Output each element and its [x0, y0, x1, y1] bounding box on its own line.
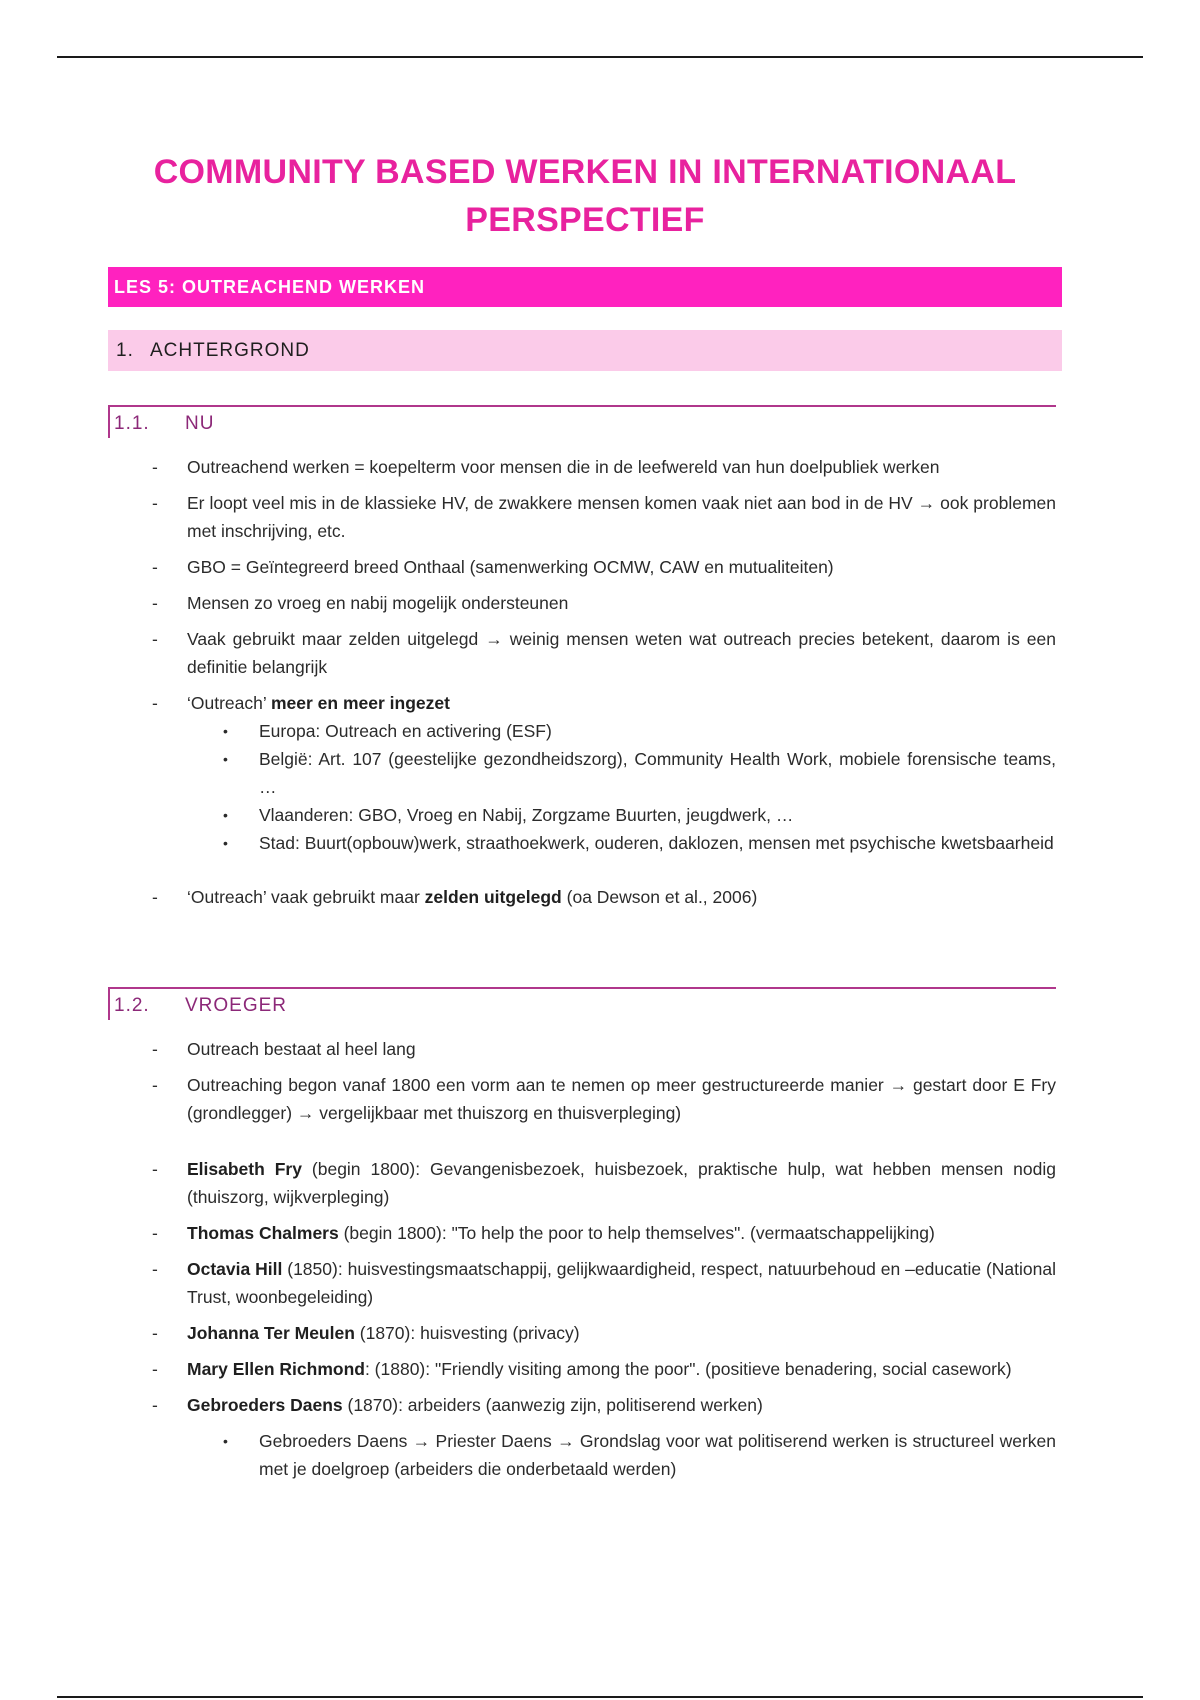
- sublist-item: • Stad: Buurt(opbouw)werk, straathoekwerk, ouderen, daklozen, mensen met psychische kwetsbaarheid: [223, 833, 1054, 853]
- list-item: - Mensen zo vroeg en nabij mogelijk ondersteunen: [152, 593, 569, 613]
- lesson-heading: LES 5: OUTREACHEND WERKEN: [108, 267, 1062, 307]
- sublist-outreach: [187, 717, 1056, 857]
- sublist-item: • België: Art. 107 (geestelijke gezondheidszorg), Community Health Work, mobiele forensische teams, …: [223, 749, 1056, 797]
- document-title: COMMUNITY BASED WERKEN IN INTERNATIONAAL PERSPECTIEF: [153, 153, 1017, 239]
- list-item: - ‘Outreach’ vaak gebruikt maar zelden uitgelegd (oa Dewson et al., 2006): [152, 887, 758, 907]
- top-rule: [57, 56, 1143, 58]
- list-item: - Outreaching begon vanaf 1800 een vorm aan te nemen op meer gestructureerde manier → gestart door E Fry (grondlegger) → vergelijkbaar met thuiszorg en thuisverpleging): [152, 1075, 1056, 1123]
- sublist-item: • Gebroeders Daens → Priester Daens → Grondslag voor wat politiserend werken is structureel werken met je doelgroep (arbeiders die onderbetaald werden): [223, 1431, 1056, 1479]
- subsection-number: 1.1.: [114, 413, 150, 434]
- list-item: - Outreachend werken = koepelterm voor mensen die in de leefwereld van hun doelpubliek werken: [152, 457, 940, 477]
- list-item: - Elisabeth Fry (begin 1800): Gevangenisbezoek, huisbezoek, praktische hulp, wat hebben mensen nodig (thuiszorg, wijkverpleging): [152, 1159, 1056, 1207]
- list-item: - Gebroeders Daens (1870): arbeiders (aanwezig zijn, politiserend werken) • Gebroeders Daens → Priester Daens → Grondslag voor wat politiserend werken is structureel werken met je doelgroep (arbeiders die onderbetaald werden): [108, 1391, 1056, 1483]
- list-item: - Vaak gebruikt maar zelden uitgelegd → weinig mensen weten wat outreach precies betekent, daarom is een definitie belangrijk: [152, 629, 1056, 677]
- list-item: - Outreach bestaat al heel lang: [152, 1039, 416, 1059]
- list-nu: [108, 453, 1062, 911]
- list-item: - Octavia Hill (1850): huisvestingsmaatschappij, gelijkwaardigheid, respect, natuurbehoud en –educatie (National Trust, woonbegeleiding): [152, 1259, 1056, 1307]
- sublist-item: • Vlaanderen: GBO, Vroeg en Nabij, Zorgzame Buurten, jeugdwerk, …: [223, 805, 794, 825]
- list-item: - Thomas Chalmers (begin 1800): "To help the poor to help themselves". (vermaatschappelijking): [152, 1223, 935, 1243]
- list-item: - Johanna Ter Meulen (1870): huisvesting (privacy): [152, 1323, 580, 1343]
- subsection-label: VROEGER: [185, 995, 288, 1016]
- subsection-heading-nu: [108, 405, 1056, 438]
- sublist-daens: [187, 1427, 1056, 1483]
- subsection-number: 1.2.: [114, 995, 150, 1016]
- document-body: [108, 148, 1062, 1483]
- section-label: ACHTERGROND: [150, 340, 310, 361]
- bottom-rule: [57, 1696, 1143, 1698]
- subsection-heading-vroeger: [108, 987, 1056, 1020]
- list-item: - ‘Outreach’ meer en meer ingezet • Europa: Outreach en activering (ESF) • België: Art. 107 (geestelijke gezondheidszorg), Community Health Work, mobiele forensische teams, … • Vlaanderen: GBO, Vroeg en Nabij, Zorgzame Buurten, jeugdwerk, … • Stad: Buurt(opbouw)werk, straathoekwerk, ouderen, daklozen, mensen met psychische kwetsbaarheid: [108, 689, 1056, 857]
- list-item: - GBO = Geïntegreerd breed Onthaal (samenwerking OCMW, CAW en mutualiteiten): [152, 557, 834, 577]
- sublist-item: • Europa: Outreach en activering (ESF): [223, 721, 552, 741]
- list-vroeger: [108, 1035, 1062, 1483]
- list-item: - Er loopt veel mis in de klassieke HV, de zwakkere mensen komen vaak niet aan bod in de HV → ook problemen met inschrijving, etc.: [152, 493, 1056, 541]
- list-item: - Mary Ellen Richmond: (1880): "Friendly visiting among the poor". (positieve benadering, social casework): [152, 1359, 1012, 1379]
- section-heading: [108, 330, 1062, 371]
- subsection-label: NU: [185, 413, 215, 434]
- section-number: 1.: [116, 340, 134, 361]
